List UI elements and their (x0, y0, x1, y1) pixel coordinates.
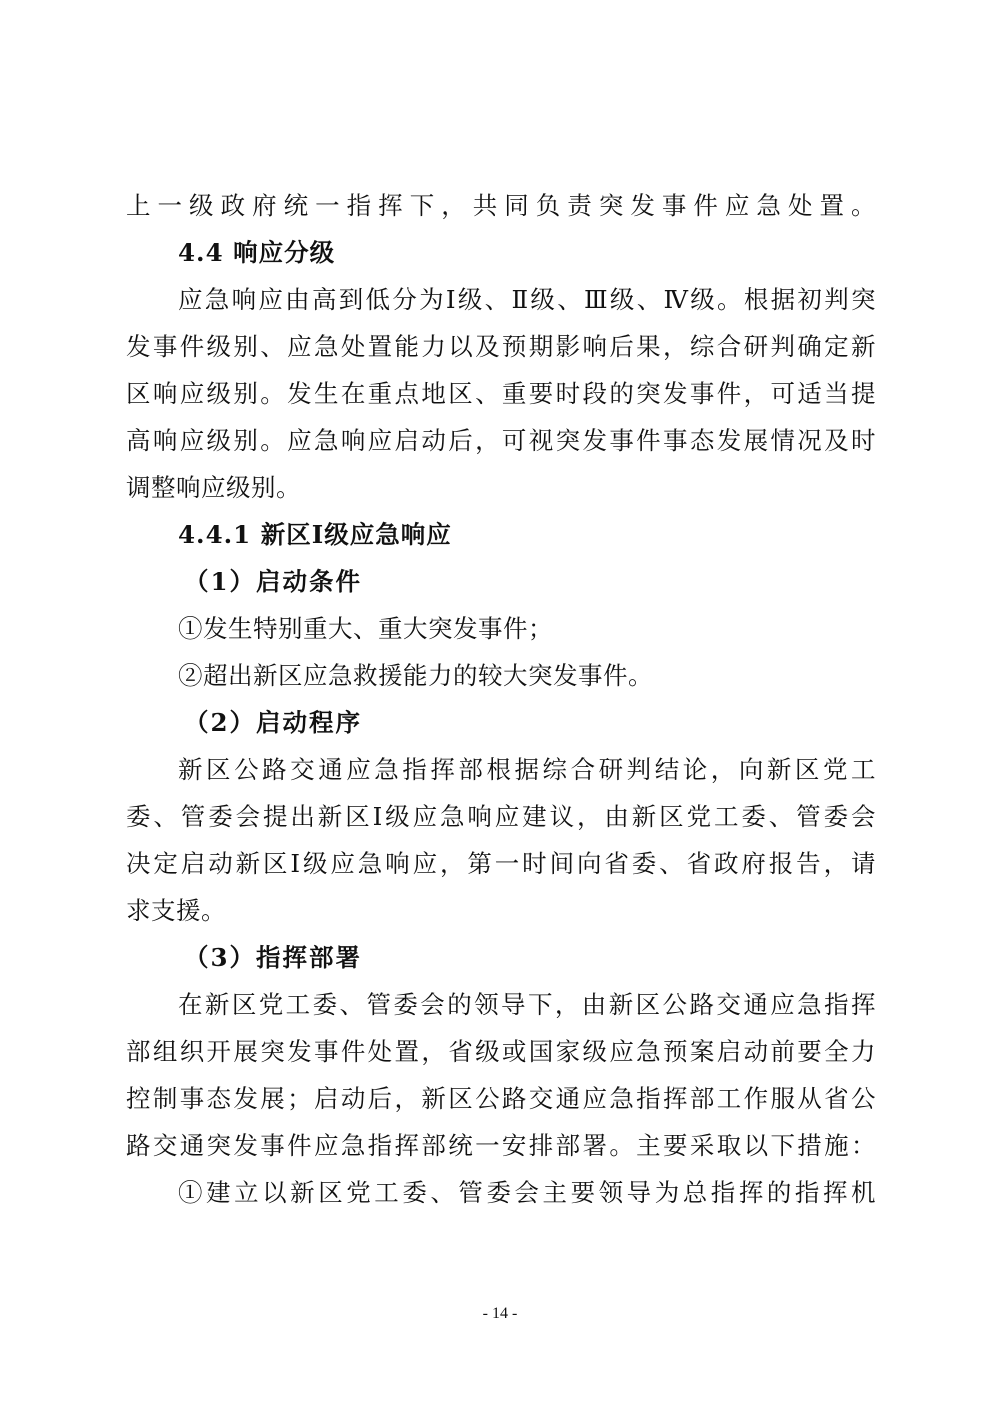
body-line: 调整响应级别。 (126, 473, 301, 502)
body-line: 上一级政府统一指挥下，共同负责突发事件应急处置。 (126, 191, 876, 220)
item-heading: （1）启动条件 (184, 567, 363, 596)
body-line: 决定启动新区Ⅰ级应急响应，第一时间向省委、省政府报告，请 (126, 849, 876, 878)
body-line: 求支援。 (126, 896, 226, 925)
section-heading: 4.4 响应分级 (178, 238, 336, 267)
subsection-heading: 4.4.1 新区Ⅰ级应急响应 (178, 520, 452, 549)
body-line: 部组织开展突发事件处置，省级或国家级应急预案启动前要全力 (126, 1037, 876, 1066)
body-line: 委、管委会提出新区Ⅰ级应急响应建议，由新区党工委、管委会 (126, 802, 876, 831)
body-line: 在新区党工委、管委会的领导下，由新区公路交通应急指挥 (178, 990, 876, 1019)
list-item: ①发生特别重大、重大突发事件； (178, 614, 553, 643)
page-number: - 14 - (482, 1305, 518, 1322)
body-line: 控制事态发展；启动后，新区公路交通应急指挥部工作服从省公 (126, 1084, 876, 1113)
body-line: 应急响应由高到低分为Ⅰ级、Ⅱ级、Ⅲ级、Ⅳ级。根据初判突 (178, 285, 876, 314)
item-heading: （2）启动程序 (184, 708, 363, 737)
body-line: 发事件级别、应急处置能力以及预期影响后果，综合研判确定新 (126, 332, 876, 361)
body-line: 路交通突发事件应急指挥部统一安排部署。主要采取以下措施： (126, 1131, 876, 1160)
list-item: ②超出新区应急救援能力的较大突发事件。 (178, 661, 653, 690)
body-line: 新区公路交通应急指挥部根据综合研判结论，向新区党工 (178, 755, 876, 784)
body-line: 区响应级别。发生在重点地区、重要时段的突发事件，可适当提 (126, 379, 876, 408)
item-heading: （3）指挥部署 (184, 943, 363, 972)
list-item: ①建立以新区党工委、管委会主要领导为总指挥的指挥机 (178, 1178, 876, 1207)
body-line: 高响应级别。应急响应启动后，可视突发事件事态发展情况及时 (126, 426, 876, 455)
